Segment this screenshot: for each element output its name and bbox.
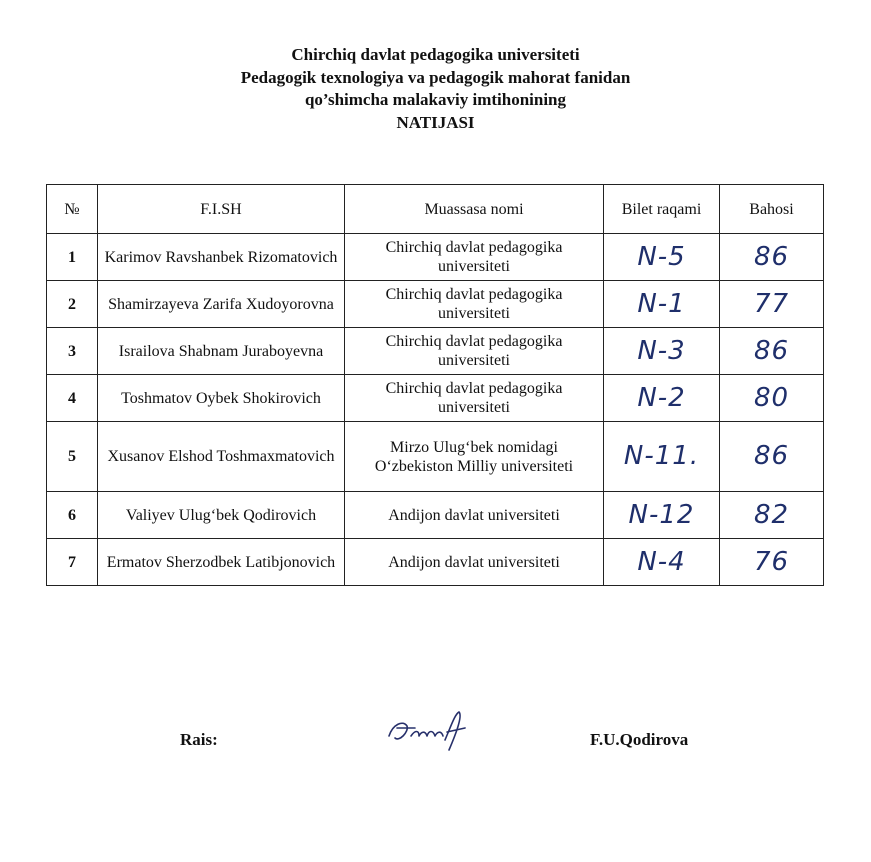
row-number: 1	[47, 234, 98, 281]
header-subject: Pedagogik texnologiya va pedagogik mahorat fanidan	[240, 67, 631, 87]
grade: 82	[720, 492, 824, 539]
student-name: Shamirzayeva Zarifa Xudoyorovna	[98, 281, 345, 328]
student-name: Ermatov Sherzodbek Latibjonovich	[98, 539, 345, 586]
table-row	[47, 422, 824, 492]
column-header-ticket: Bilet raqami	[604, 185, 720, 234]
table-header-row	[47, 185, 824, 234]
student-name: Xusanov Elshod Toshmaxmatovich	[98, 422, 345, 492]
column-header-name: F.I.SH	[98, 185, 345, 234]
column-header-institution: Muassasa nomi	[345, 185, 604, 234]
header-exam: qo’shimcha malakaviy imtihonining	[304, 90, 567, 109]
grade: 86	[720, 328, 824, 375]
grade: 86	[720, 234, 824, 281]
grade: 77	[720, 281, 824, 328]
row-number: 4	[47, 375, 98, 422]
row-number: 2	[47, 281, 98, 328]
ticket-number: N-11.	[604, 422, 720, 492]
institution-name: Andijon davlat universiteti	[345, 539, 604, 586]
ticket-number: N-5	[604, 234, 720, 281]
header-title: NATIJASI	[396, 112, 475, 132]
table-row	[47, 492, 824, 539]
document-header	[0, 44, 871, 134]
ticket-number: N-4	[604, 539, 720, 586]
signature-image	[385, 706, 470, 754]
row-number: 3	[47, 328, 98, 375]
table-row	[47, 539, 824, 586]
grade: 80	[720, 375, 824, 422]
ticket-number: N-2	[604, 375, 720, 422]
ticket-number: N-1	[604, 281, 720, 328]
institution-name: Chirchiq davlat pedagogika universiteti	[345, 375, 604, 422]
student-name: Karimov Ravshanbek Rizomatovich	[98, 234, 345, 281]
grade: 76	[720, 539, 824, 586]
chair-label: Rais:	[180, 730, 218, 749]
row-number: 6	[47, 492, 98, 539]
column-header-number: №	[47, 185, 98, 234]
ticket-number: N-3	[604, 328, 720, 375]
student-name: Toshmatov Oybek Shokirovich	[98, 375, 345, 422]
table-row	[47, 281, 824, 328]
header-university: Chirchiq davlat pedagogika universiteti	[291, 45, 580, 64]
table-row	[47, 375, 824, 422]
signer-name: F.U.Qodirova	[590, 730, 689, 749]
institution-name: Chirchiq davlat pedagogika universiteti	[345, 234, 604, 281]
institution-name: Chirchiq davlat pedagogika universiteti	[345, 328, 604, 375]
grade: 86	[720, 422, 824, 492]
institution-name: Mirzo Ulug‘bek nomidagi O‘zbekiston Milliy universiteti	[345, 422, 604, 492]
institution-name: Chirchiq davlat pedagogika universiteti	[345, 281, 604, 328]
table-row	[47, 234, 824, 281]
results-table	[46, 184, 824, 586]
student-name: Valiyev Ulug‘bek Qodirovich	[98, 492, 345, 539]
table-row	[47, 328, 824, 375]
institution-name: Andijon davlat universiteti	[345, 492, 604, 539]
student-name: Israilova Shabnam Juraboyevna	[98, 328, 345, 375]
column-header-grade: Bahosi	[720, 185, 824, 234]
row-number: 5	[47, 422, 98, 492]
row-number: 7	[47, 539, 98, 586]
ticket-number: N-12	[604, 492, 720, 539]
